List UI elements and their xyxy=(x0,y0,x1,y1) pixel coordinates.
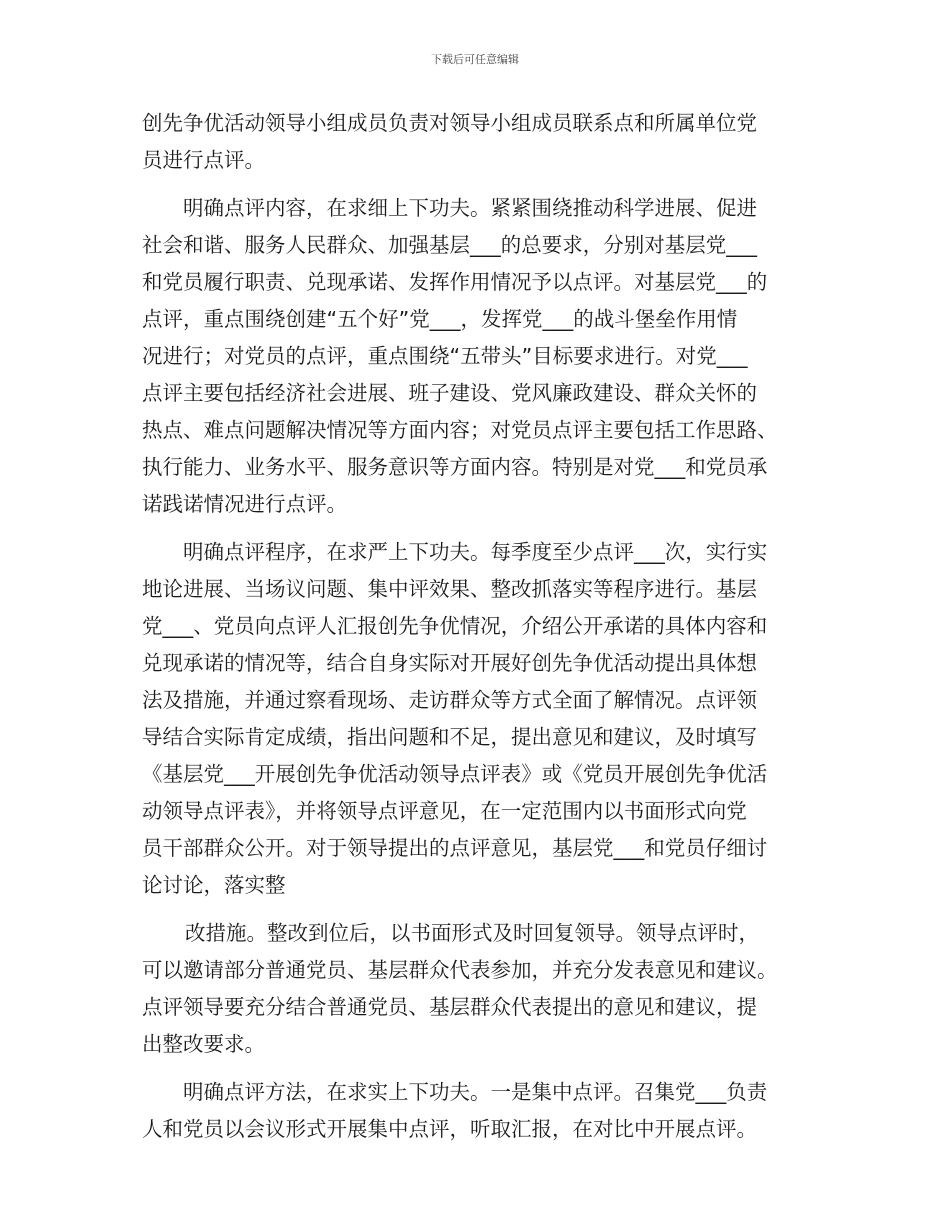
text-line: 人和党员以会议形式开展集中点评，听取汇报，在对比中开展点评。 xyxy=(142,1117,757,1141)
text-line: 创先争优活动领导小组成员负责对领导小组成员联系点和所属单位党 xyxy=(142,111,757,135)
text-line: 热点、难点问题解决情况等方面内容；对党员点评主要包括工作思路、 xyxy=(142,418,778,442)
text-line: 点评领导要充分结合普通党员、基层群众代表提出的意见和建议，提 xyxy=(142,995,757,1019)
text-line: 执行能力、业务水平、服务意识等方面内容。特别是对党___和党员承 xyxy=(142,455,768,479)
text-line: 员干部群众公开。对于领导提出的点评意见，基层党___和党员仔细讨 xyxy=(142,836,768,860)
text-line: 地论进展、当场议问题、集中评效果、整改抓落实等程序进行。基层 xyxy=(142,577,757,601)
paragraph-2 xyxy=(142,190,808,523)
text-line: 出整改要求。 xyxy=(142,1032,265,1056)
document-body xyxy=(142,105,808,1148)
paragraph-1 xyxy=(142,105,808,179)
paragraph-4 xyxy=(142,915,808,1063)
text-line: 导结合实际肯定成绩，指出问题和不足，提出意见和建议，及时填写 xyxy=(142,725,757,749)
text-line: 兑现承诺的情况等，结合自身实际对开展好创先争优活动提出具体想 xyxy=(142,651,757,675)
text-line: 和党员履行职责、兑现承诺、发挥作用情况予以点评。对基层党___的 xyxy=(142,270,768,294)
paragraph-5 xyxy=(142,1074,808,1148)
text-line: 明确点评程序，在求严上下功夫。每季度至少点评___次，实行实 xyxy=(183,540,768,564)
text-line: 改措施。整改到位后，以书面形式及时回复领导。领导点评时， xyxy=(185,921,759,945)
text-line: 明确点评方法，在求实上下功夫。一是集中点评。召集党___负责 xyxy=(183,1080,768,1104)
text-line: 况进行；对党员的点评，重点围绕“五带头”目标要求进行。对党___ xyxy=(142,344,748,368)
text-line: 动领导点评表》，并将领导点评意见，在一定范围内以书面形式向党 xyxy=(142,799,747,823)
page-header: 下载后可任意编辑 xyxy=(431,53,519,66)
text-line: 员进行点评。 xyxy=(142,148,265,172)
text-line: 社会和谐、服务人民群众、加强基层___的总要求，分别对基层党___ xyxy=(142,233,757,257)
text-line: 法及措施，并通过察看现场、走访群众等方式全面了解情况。点评领 xyxy=(142,688,757,712)
text-line: 《基层党___开展创先争优活动领导点评表》或《党员开展创先争优活 xyxy=(142,762,768,786)
text-line: 党___、党员向点评人汇报创先争优情况，介绍公开承诺的具体内容和 xyxy=(142,614,768,638)
text-line: 论讨论，落实整 xyxy=(142,873,286,897)
text-line: 明确点评内容，在求细上下功夫。紧紧围绕推动科学进展、促进 xyxy=(183,196,757,220)
text-line: 可以邀请部分普通党员、基层群众代表参加，并充分发表意见和建议。 xyxy=(142,958,778,982)
text-line: 点评主要包括经济社会进展、班子建设、党风廉政建设、群众关怀的 xyxy=(142,381,757,405)
paragraph-3 xyxy=(142,534,808,904)
text-line: 诺践诺情况进行点评。 xyxy=(142,492,347,516)
text-line: 点评，重点围绕创建“五个好”党___，发挥党___的战斗堡垒作用情 xyxy=(142,307,738,331)
